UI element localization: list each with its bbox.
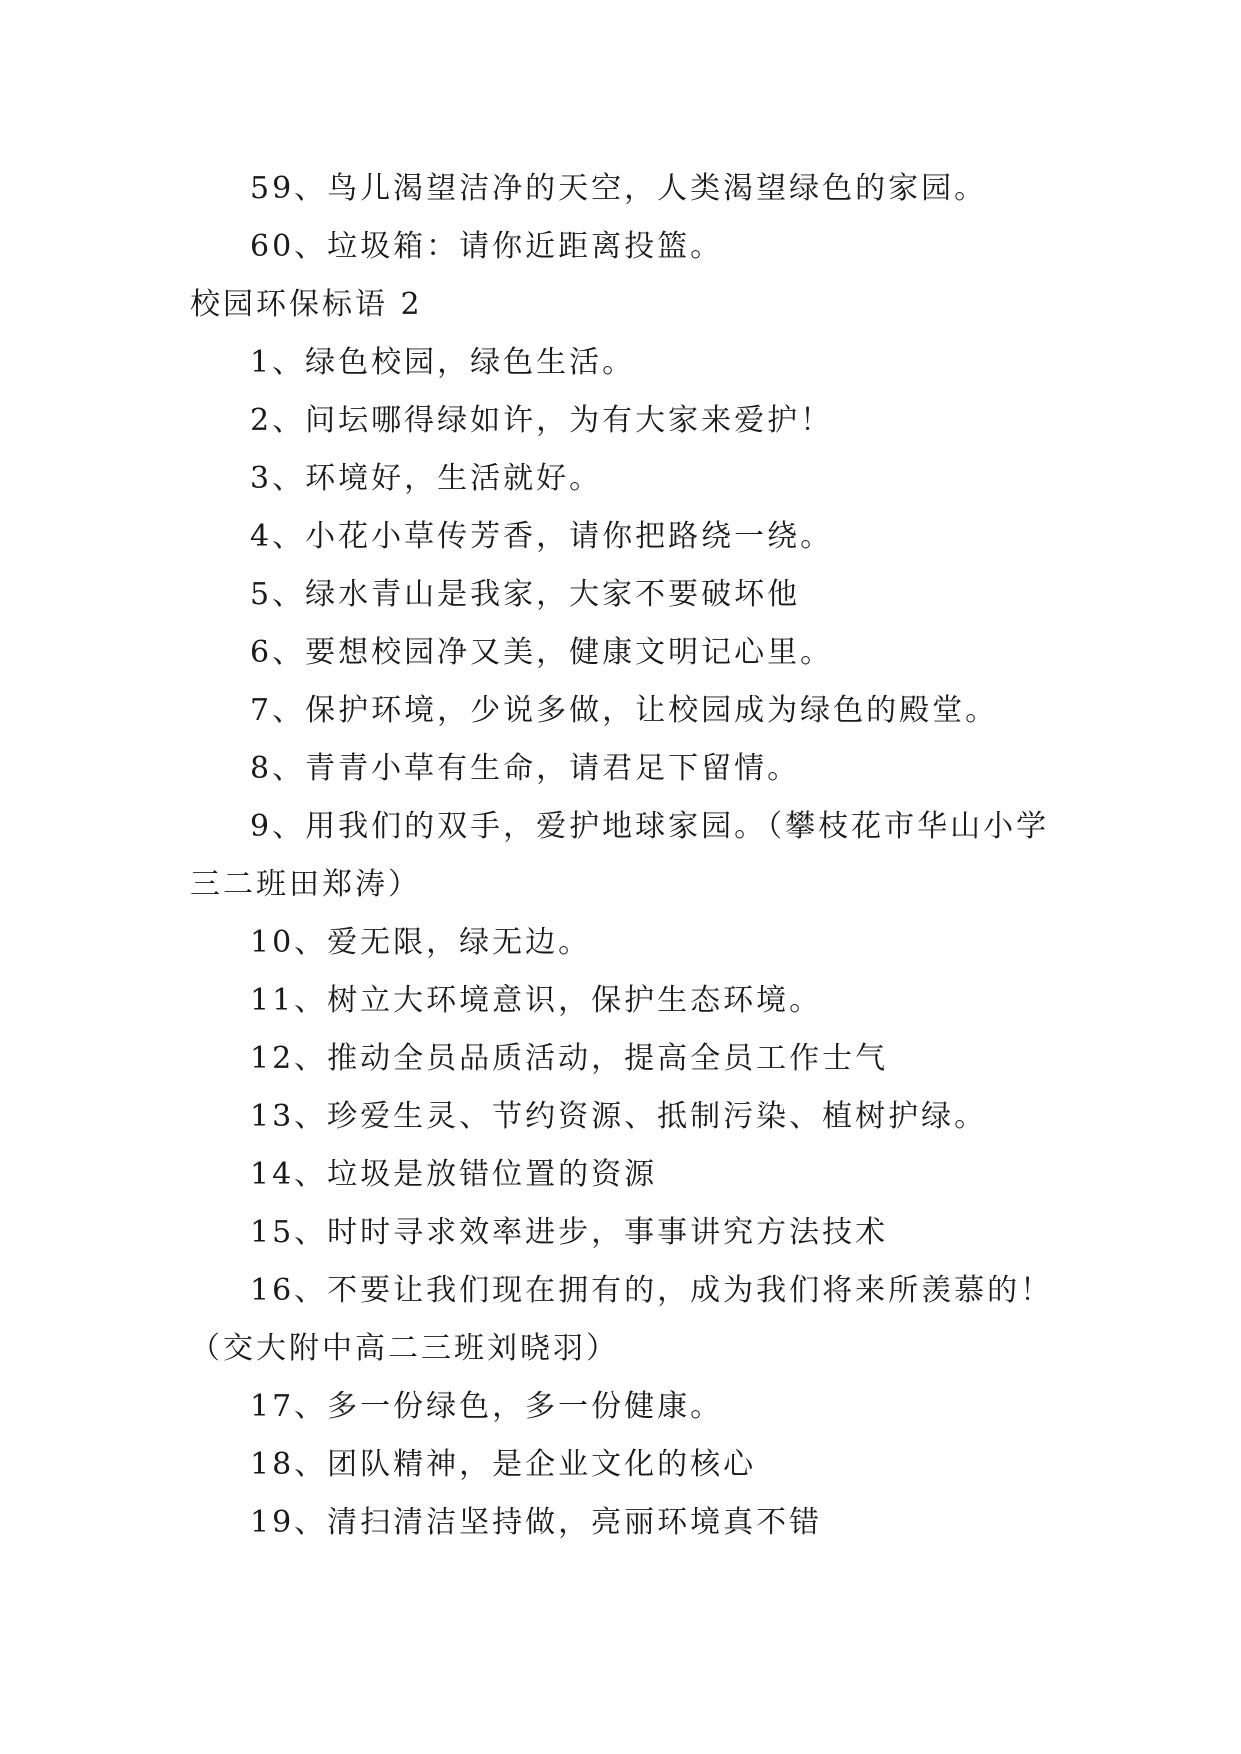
slogan-line: 59、鸟儿渴望洁净的天空，人类渴望绿色的家园。: [250, 171, 988, 206]
slogan-line: 8、青青小草有生命，请君足下留情。: [250, 751, 801, 786]
slogan-line: 14、垃圾是放错位置的资源: [250, 1157, 658, 1192]
slogan-line: 3、环境好，生活就好。: [250, 461, 603, 496]
section-heading: 校园环保标语 2: [190, 287, 423, 322]
slogan-line: 18、团队精神，是企业文化的核心: [250, 1447, 757, 1482]
slogan-line: 16、不要让我们现在拥有的，成为我们将来所羡慕的！: [250, 1273, 1054, 1308]
slogan-line: 11、树立大环境意识，保护生态环境。: [250, 983, 823, 1018]
slogan-line: 2、问坛哪得绿如许，为有大家来爱护！: [250, 403, 834, 438]
slogan-line: 1、绿色校园，绿色生活。: [250, 345, 636, 380]
slogan-line-continuation: （交大附中高二三班刘晓羽）: [190, 1331, 619, 1366]
slogan-line: 13、珍爱生灵、节约资源、抵制污染、植树护绿。: [250, 1099, 988, 1134]
slogan-line: 9、用我们的双手，爱护地球家园。（攀枝花市华山小学: [250, 809, 1050, 844]
slogan-line: 19、清扫清洁坚持做，亮丽环境真不错: [250, 1505, 823, 1540]
slogan-line: 4、小花小草传芳香，请你把路绕一绕。: [250, 519, 834, 554]
slogan-line: 6、要想校园净又美，健康文明记心里。: [250, 635, 834, 670]
document-body: [190, 160, 1054, 1552]
slogan-line: 10、爱无限，绿无边。: [250, 925, 592, 960]
slogan-line-continuation: 三二班田郑涛）: [190, 867, 421, 902]
slogan-line: 7、保护环境，少说多做，让校园成为绿色的殿堂。: [250, 693, 999, 728]
slogan-line: 60、垃圾箱：请你近距离投篮。: [250, 229, 724, 264]
slogan-line: 12、推动全员品质活动，提高全员工作士气: [250, 1041, 889, 1076]
slogan-line: 5、绿水青山是我家，大家不要破坏他: [250, 577, 801, 612]
slogan-line: 15、时时寻求效率进步，事事讲究方法技术: [250, 1215, 889, 1250]
slogan-line: 17、多一份绿色，多一份健康。: [250, 1389, 724, 1424]
